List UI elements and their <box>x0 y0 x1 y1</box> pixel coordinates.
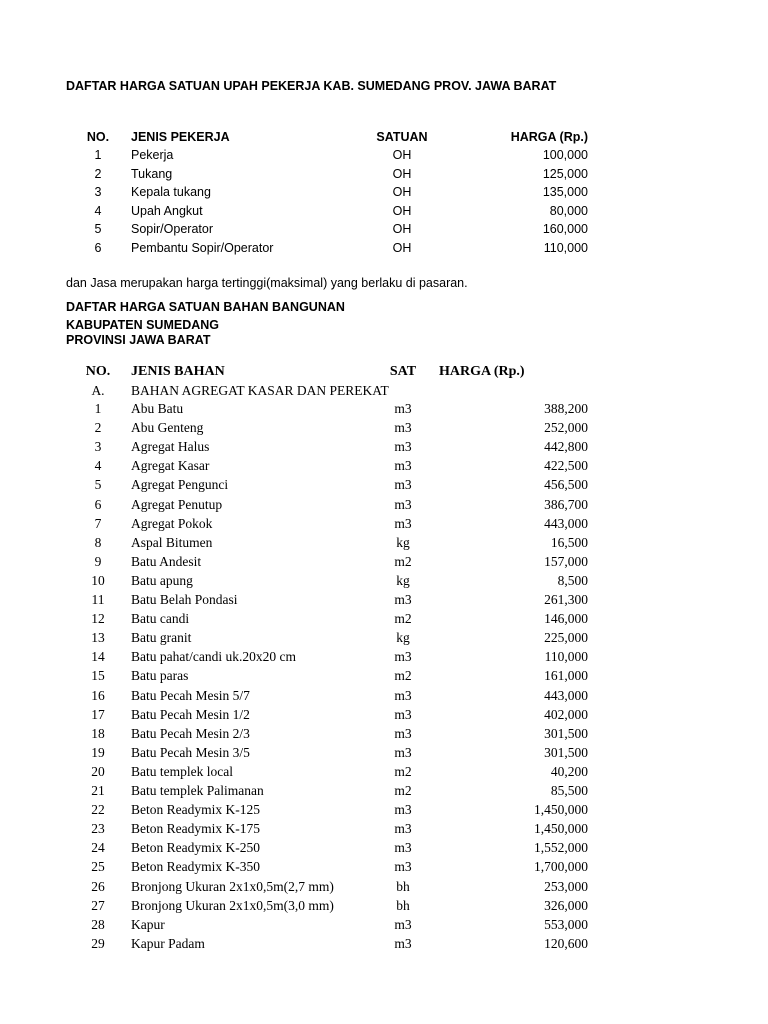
row-price: 1,450,000 <box>534 802 588 818</box>
row-unit: m2 <box>394 668 412 684</box>
table-row <box>0 898 768 917</box>
row-name: Agregat Kasar <box>131 458 210 474</box>
section-row <box>0 383 768 402</box>
row-unit: m2 <box>394 611 412 627</box>
row-unit: m3 <box>394 935 412 951</box>
header-jenis-pekerja: JENIS PEKERJA <box>131 130 230 144</box>
row-price: 1,700,000 <box>534 859 588 875</box>
row-number: 25 <box>91 859 105 875</box>
header-no: NO. <box>86 130 110 144</box>
row-price: 388,200 <box>544 401 588 416</box>
header-harga: HARGA (Rp.) <box>510 130 588 144</box>
row-unit: OH <box>392 166 412 181</box>
row-price: 443,000 <box>544 515 588 531</box>
row-name: Batu Belah Pondasi <box>131 592 238 607</box>
labour-table-header <box>0 130 768 148</box>
row-price: 253,000 <box>544 878 588 894</box>
row-unit: OH <box>392 203 412 218</box>
row-unit: m3 <box>394 401 412 416</box>
table-row <box>0 840 768 859</box>
row-unit: m3 <box>394 477 412 493</box>
row-unit: kg <box>396 630 410 646</box>
section-letter: A. <box>91 383 105 398</box>
row-name: Batu apung <box>131 572 193 588</box>
table-row <box>0 745 768 764</box>
table-row <box>0 477 768 496</box>
row-number: 26 <box>91 878 105 894</box>
header-no: NO. <box>85 364 111 379</box>
table-row <box>0 726 768 745</box>
row-price: 443,000 <box>544 687 588 703</box>
table-row <box>0 783 768 802</box>
row-name: Batu Pecah Mesin 3/5 <box>131 744 250 760</box>
row-name: Pembantu Sopir/Operator <box>131 240 274 255</box>
row-number: 28 <box>91 916 105 932</box>
row-number: 2 <box>94 166 102 181</box>
row-number: 13 <box>91 630 105 646</box>
row-number: 16 <box>91 687 105 703</box>
row-number: 17 <box>91 706 105 722</box>
row-name: Pekerja <box>131 148 174 162</box>
row-number: 23 <box>91 821 105 837</box>
row-number: 27 <box>91 897 105 913</box>
row-price: 146,000 <box>544 611 588 627</box>
row-price: 110,000 <box>543 240 588 255</box>
row-number: 3 <box>94 185 102 199</box>
table-row <box>0 185 768 203</box>
table-row <box>0 535 768 554</box>
row-name: Beton Readymix K-125 <box>131 802 260 818</box>
row-unit: m3 <box>394 496 412 512</box>
row-name: Agregat Penutup <box>131 496 223 512</box>
row-price: 80,000 <box>549 203 588 218</box>
row-number: 19 <box>91 744 105 760</box>
row-number: 24 <box>91 840 105 856</box>
row-price: 157,000 <box>544 553 588 569</box>
row-price: 301,500 <box>544 744 588 760</box>
row-name: Agregat Halus <box>131 439 210 455</box>
row-name: Abu Genteng <box>131 420 204 436</box>
row-price: 1,450,000 <box>534 821 588 837</box>
row-unit: m2 <box>394 783 412 798</box>
row-name: Beton Readymix K-175 <box>131 821 260 837</box>
row-name: Bronjong Ukuran 2x1x0,5m(2,7 mm) <box>131 878 334 894</box>
row-price: 553,000 <box>544 916 588 932</box>
row-number: 15 <box>91 668 105 684</box>
table-row <box>0 802 768 821</box>
table-row <box>0 821 768 840</box>
table-row <box>0 516 768 535</box>
header-jenis-bahan: JENIS BAHAN <box>131 364 225 379</box>
row-name: Batu templek Palimanan <box>131 783 264 798</box>
row-number: 2 <box>94 420 102 436</box>
row-number: 14 <box>91 649 105 665</box>
row-number: 1 <box>94 401 102 416</box>
row-number: 3 <box>94 439 102 455</box>
row-number: 1 <box>94 148 102 162</box>
row-unit: m3 <box>394 515 412 531</box>
row-name: Upah Angkut <box>131 203 203 218</box>
row-unit: kg <box>396 534 410 550</box>
row-price: 456,500 <box>544 477 588 493</box>
row-price: 160,000 <box>542 222 588 236</box>
row-number: 12 <box>91 611 105 627</box>
row-number: 10 <box>91 572 105 588</box>
table-row <box>0 649 768 668</box>
row-price: 135,000 <box>542 185 588 199</box>
table-row <box>0 439 768 458</box>
row-unit: m3 <box>394 725 412 741</box>
row-name: Bronjong Ukuran 2x1x0,5m(3,0 mm) <box>131 897 334 913</box>
row-price: 252,000 <box>544 420 588 436</box>
table-row <box>0 554 768 573</box>
row-number: 5 <box>94 222 102 236</box>
row-unit: m3 <box>394 802 412 818</box>
row-number: 22 <box>91 802 105 818</box>
row-name: Batu templek local <box>131 763 233 779</box>
table-row <box>0 707 768 726</box>
row-name: Aspal Bitumen <box>131 534 213 550</box>
table-row <box>0 917 768 936</box>
row-price: 100,000 <box>542 148 588 162</box>
row-unit: m2 <box>394 763 412 779</box>
row-unit: m3 <box>394 821 412 837</box>
row-name: Sopir/Operator <box>131 222 213 236</box>
row-name: Kapur <box>131 916 165 932</box>
row-unit: bh <box>396 897 410 913</box>
row-number: 21 <box>91 783 105 798</box>
row-unit: OH <box>392 148 412 162</box>
row-number: 20 <box>91 763 105 779</box>
row-unit: m2 <box>394 553 412 569</box>
row-unit: bh <box>396 878 410 894</box>
row-price: 8,500 <box>557 572 588 588</box>
row-price: 85,500 <box>550 783 588 798</box>
row-price: 161,000 <box>544 668 588 684</box>
header-sat: SAT <box>389 364 417 379</box>
row-unit: m3 <box>394 859 412 875</box>
note-text: dan Jasa merupakan harga tertinggi(maksimal) yang berlaku di pasaran. <box>66 276 468 290</box>
row-number: 6 <box>94 496 102 512</box>
row-name: Batu candi <box>131 611 190 627</box>
row-name: Batu Pecah Mesin 1/2 <box>131 706 250 722</box>
row-price: 301,500 <box>544 725 588 741</box>
table-row <box>0 241 768 259</box>
row-price: 40,200 <box>550 763 588 779</box>
row-price: 402,000 <box>544 706 588 722</box>
row-name: Kepala tukang <box>131 185 211 199</box>
row-price: 16,500 <box>550 534 588 550</box>
table-row <box>0 497 768 516</box>
row-price: 1,552,000 <box>534 840 588 856</box>
row-price: 120,600 <box>544 935 588 951</box>
table-row <box>0 420 768 439</box>
table-row <box>0 167 768 185</box>
table-row <box>0 688 768 707</box>
row-unit: m3 <box>394 706 412 722</box>
row-number: 29 <box>91 935 105 951</box>
materials-table-header <box>0 364 768 383</box>
row-price: 326,000 <box>544 897 588 913</box>
materials-title-line2: KABUPATEN SUMEDANG <box>66 318 220 332</box>
row-number: 4 <box>94 203 102 218</box>
row-name: Tukang <box>131 166 173 181</box>
row-number: 11 <box>91 592 105 607</box>
table-row <box>0 879 768 898</box>
row-unit: m3 <box>394 744 412 760</box>
table-row <box>0 764 768 783</box>
row-number: 5 <box>94 477 102 493</box>
row-unit: m3 <box>394 439 412 455</box>
row-name: Batu Andesit <box>131 553 202 569</box>
table-row <box>0 592 768 611</box>
table-row <box>0 859 768 878</box>
row-unit: m3 <box>394 687 412 703</box>
section-name: BAHAN AGREGAT KASAR DAN PEREKAT <box>131 383 389 398</box>
row-unit: OH <box>392 222 412 236</box>
row-price: 422,500 <box>544 458 588 474</box>
table-row <box>0 936 768 955</box>
row-unit: m3 <box>394 649 412 665</box>
table-row <box>0 401 768 420</box>
row-unit: m3 <box>394 916 412 932</box>
row-unit: OH <box>392 240 412 255</box>
row-number: 7 <box>94 515 102 531</box>
table-row <box>0 611 768 630</box>
row-number: 9 <box>94 553 102 569</box>
row-name: Beton Readymix K-250 <box>131 840 260 856</box>
header-satuan: SATUAN <box>376 130 428 144</box>
header-harga: HARGA (Rp.) <box>439 364 525 379</box>
row-number: 4 <box>94 458 102 474</box>
row-number: 6 <box>94 240 102 255</box>
row-unit: m3 <box>394 458 412 474</box>
table-row <box>0 458 768 477</box>
row-price: 442,800 <box>544 439 588 455</box>
table-row <box>0 222 768 240</box>
table-row <box>0 668 768 687</box>
row-unit: m3 <box>394 420 412 436</box>
row-name: Batu paras <box>131 668 189 684</box>
row-name: Batu pahat/candi uk.20x20 cm <box>131 649 296 665</box>
row-price: 261,300 <box>544 592 588 607</box>
materials-title-line1: DAFTAR HARGA SATUAN BAHAN BANGUNAN <box>66 301 345 313</box>
labour-table-title: DAFTAR HARGA SATUAN UPAH PEKERJA KAB. SUMEDANG PROV. JAWA BARAT <box>66 79 557 93</box>
row-name: Batu Pecah Mesin 5/7 <box>131 687 250 703</box>
row-unit: m3 <box>394 840 412 856</box>
table-row <box>0 630 768 649</box>
table-row <box>0 148 768 166</box>
table-row <box>0 573 768 592</box>
row-price: 110,000 <box>544 649 588 665</box>
row-unit: m3 <box>394 592 412 607</box>
row-unit: OH <box>392 185 412 199</box>
materials-title-line3: PROVINSI JAWA BARAT <box>66 333 211 347</box>
row-name: Abu Batu <box>131 401 184 416</box>
row-name: Kapur Padam <box>131 935 205 951</box>
row-name: Agregat Pokok <box>131 515 213 531</box>
row-name: Batu Pecah Mesin 2/3 <box>131 725 250 741</box>
row-price: 386,700 <box>544 496 588 512</box>
row-price: 225,000 <box>544 630 588 646</box>
table-row <box>0 204 768 222</box>
row-number: 8 <box>94 534 102 550</box>
row-name: Batu granit <box>131 630 192 646</box>
row-price: 125,000 <box>542 166 588 181</box>
row-name: Agregat Pengunci <box>131 477 229 493</box>
row-name: Beton Readymix K-350 <box>131 859 260 875</box>
row-number: 18 <box>91 725 105 741</box>
row-unit: kg <box>396 572 410 588</box>
